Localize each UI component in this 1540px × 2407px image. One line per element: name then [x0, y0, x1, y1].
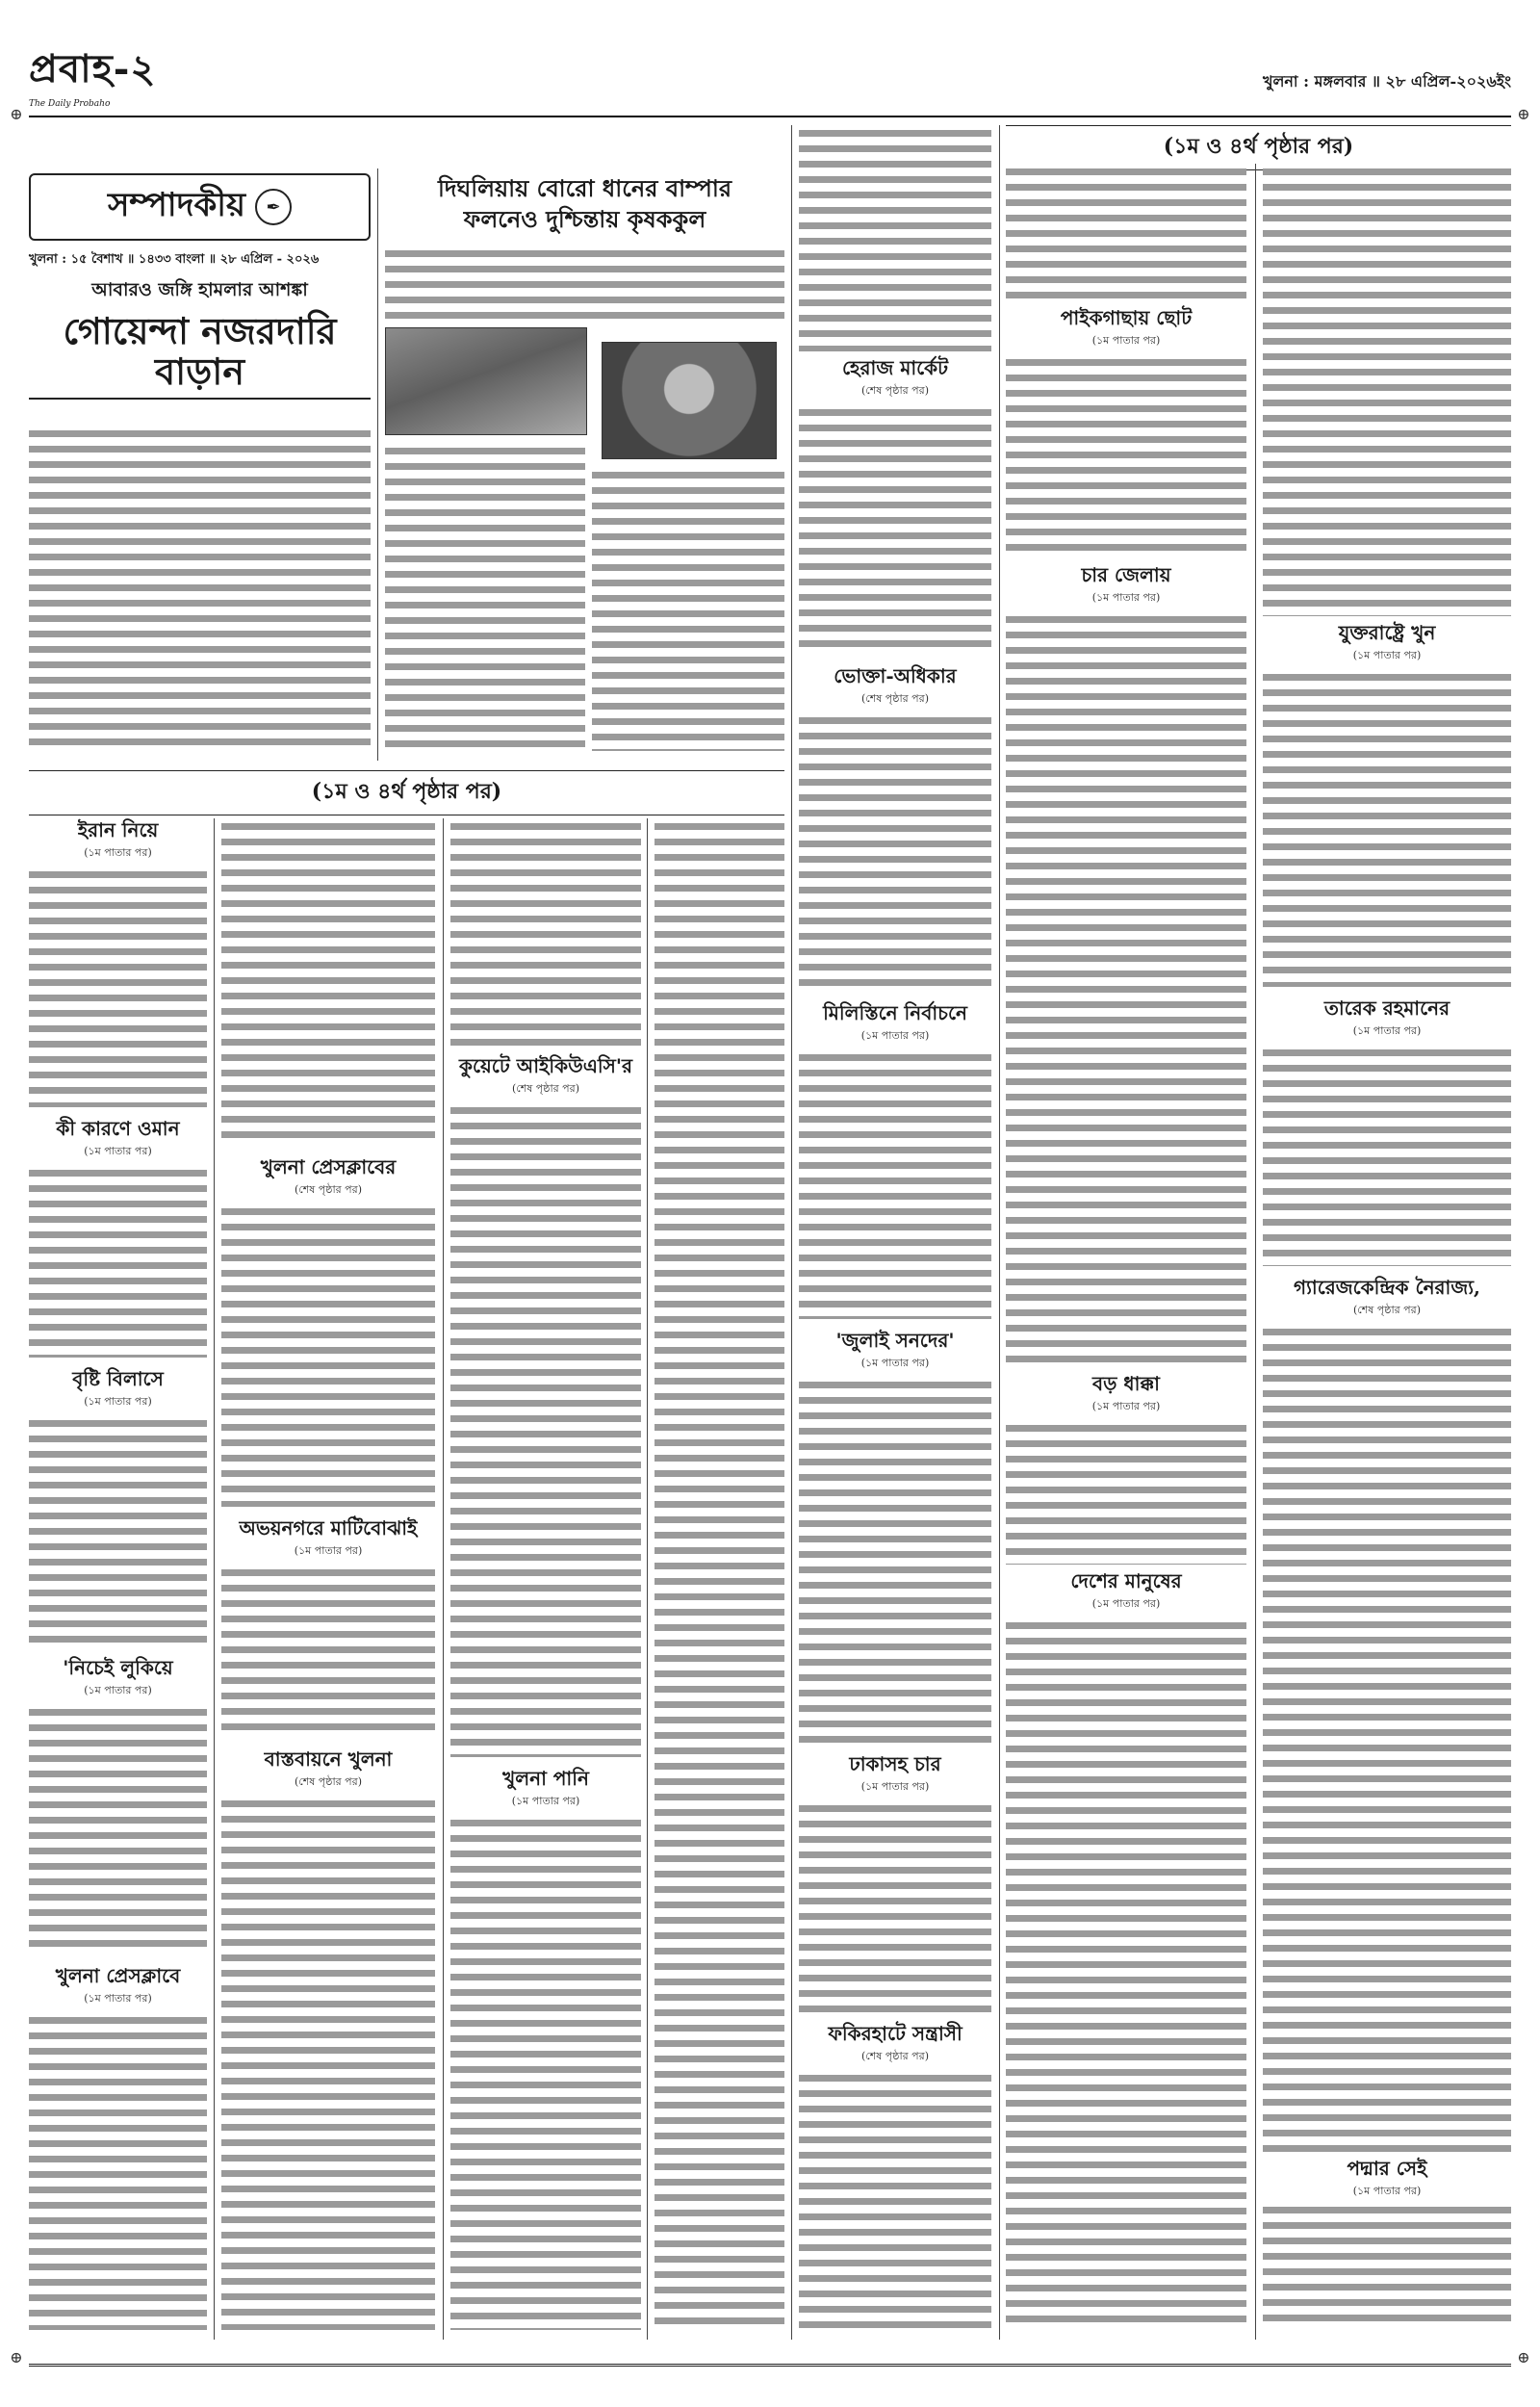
story-body — [450, 1815, 641, 2330]
masthead — [29, 29, 1511, 112]
story-title: পাইকগাছায় ছোট — [1060, 306, 1193, 329]
masthead-rule — [29, 116, 1511, 117]
story-title: তারেক রহমানের — [1323, 996, 1450, 1020]
story-continued-note: (১ম পাতার পর) — [860, 1780, 930, 1793]
story-body — [29, 1165, 207, 1358]
story-heading — [29, 1117, 207, 1161]
continued-banner: (১ম ও ৪র্থ পৃষ্ঠার পর) — [1006, 125, 1511, 170]
story-title: ফকিরহাটে সন্ত্রাসী — [828, 2022, 962, 2045]
story-continued-note: (১ম পাতার পর) — [84, 1992, 152, 2005]
registration-mark-icon: ⊕ — [1517, 105, 1530, 123]
story-heading — [221, 1747, 435, 1792]
lead-story — [385, 173, 784, 756]
story-title: চার জেলায় — [1081, 563, 1171, 586]
story-body — [29, 2012, 207, 2330]
lead-headline-line: ফলনেও দুশ্চিন্তায় কৃষককুল — [463, 205, 706, 234]
story-body — [1006, 354, 1246, 556]
story-continued-note: (১ম পাতার পর) — [84, 1395, 152, 1408]
story-continued-note: (শেষ পৃষ্ঠার পর) — [511, 1082, 579, 1095]
story-heading — [799, 1329, 991, 1373]
lead-body — [385, 443, 585, 751]
story-body — [450, 818, 641, 1049]
story-body — [1006, 164, 1246, 298]
story-body — [799, 712, 991, 992]
story-heading — [1263, 2157, 1511, 2201]
story-continued-note: (শেষ পৃষ্ঠার পর) — [860, 384, 929, 397]
story-continued-note: (শেষ পৃষ্ঠার পর) — [294, 1775, 362, 1788]
story-heading — [799, 2022, 991, 2066]
editorial-date: খুলনা : ১৫ বৈশাখ ॥ ১৪৩৩ বাংলা ॥ ২৮ এপ্রিল - ২০২৬ — [29, 252, 320, 267]
story-continued-note: (১ম পাতার পর) — [294, 1544, 363, 1557]
story-body — [29, 867, 207, 1107]
story-continued-note: (১ম পাতার পর) — [860, 1029, 930, 1042]
story-heading — [221, 1155, 435, 1200]
story-body — [221, 1565, 435, 1738]
story-continued-note: (১ম পাতার পর) — [860, 1357, 930, 1369]
story-heading — [1263, 1276, 1511, 1320]
column-rule — [443, 818, 444, 2340]
story-heading — [799, 356, 991, 401]
editorial-kicker: আবারও জঙ্গি হামলার আশঙ্কা — [91, 279, 308, 300]
lead-headline — [385, 173, 784, 236]
story-body — [221, 1796, 435, 2330]
story-body — [1006, 611, 1246, 1362]
story-continued-note: (১ম পাতার পর) — [84, 846, 152, 859]
story-body — [799, 125, 991, 351]
lead-headline-line: দিঘলিয়ায় বোরো ধানের বাম্পার — [437, 174, 732, 202]
story-title: খুলনা প্রেসক্লাবের — [260, 1155, 397, 1178]
story-body — [221, 818, 435, 1146]
story-title: বাস্তবায়নে খুলনা — [264, 1747, 393, 1771]
story-body — [221, 1204, 435, 1507]
paddy-field-photo — [385, 327, 587, 435]
story-heading — [29, 818, 207, 863]
story-continued-note: (১ম পাতার পর) — [511, 1795, 580, 1807]
column-rule — [999, 125, 1000, 2340]
story-heading — [221, 1516, 435, 1561]
story-body — [799, 1800, 991, 2012]
registration-mark-icon: ⊕ — [1517, 2348, 1530, 2367]
story-title: ভোক্তা-অধিকার — [834, 664, 957, 687]
story-title: 'নিচেই লুকিয়ে — [63, 1656, 173, 1679]
story-body — [1263, 164, 1511, 616]
page-dateline: খুলনা : মঙ্গলবার ॥ ২৮ এপ্রিল-২০২৬ইং — [1262, 72, 1511, 91]
story-continued-note: (শেষ পৃষ্ঠার পর) — [294, 1183, 362, 1196]
story-continued-note: (১ম পাতার পর) — [1091, 591, 1161, 604]
story-continued-note: (১ম পাতার পর) — [1091, 1597, 1161, 1610]
story-body — [450, 1102, 641, 1757]
story-continued-note: (শেষ পৃষ্ঠার পর) — [860, 2050, 929, 2062]
story-continued-note: (১ম পাতার পর) — [84, 1684, 152, 1696]
story-title: খুলনা পানি — [502, 1767, 589, 1790]
story-continued-note: (১ম পাতার পর) — [1352, 1024, 1422, 1037]
story-continued-note: (১ম পাতার পর) — [1352, 2185, 1422, 2197]
editorial-section — [29, 173, 371, 756]
column-rule — [377, 168, 378, 761]
story-body — [799, 1377, 991, 1743]
story-body — [1263, 1045, 1511, 1266]
column-rule — [214, 818, 215, 2340]
registration-mark-icon: ⊕ — [10, 2348, 23, 2367]
story-title: অভয়নগরে মাটিবোঝাই — [239, 1516, 418, 1540]
story-heading — [1006, 1372, 1246, 1416]
story-title: যুক্তরাষ্ট্রে খুন — [1338, 621, 1436, 644]
column-rule — [791, 125, 792, 2340]
story-body — [1263, 669, 1511, 987]
editorial-banner — [29, 173, 371, 241]
story-continued-note: (শেষ পৃষ্ঠার পর) — [1352, 1304, 1421, 1316]
column-rule — [647, 818, 648, 2340]
story-title: কুয়েটে আইকিউএসি'র — [458, 1054, 632, 1077]
story-body — [29, 1704, 207, 1954]
logo-tagline: The Daily Probaho — [29, 99, 111, 109]
logo-text: প্রবাহ-২ — [29, 46, 157, 91]
story-title: হেরাজ মার্কেট — [841, 356, 949, 379]
story-body — [799, 404, 991, 655]
continued-banner: (১ম ও ৪র্থ পৃষ্ঠার পর) — [29, 770, 784, 815]
story-title: বড় ধাক্কা — [1092, 1372, 1160, 1395]
story-continued-note: (১ম পাতার পর) — [1091, 1400, 1161, 1412]
story-heading — [1006, 1569, 1246, 1614]
story-heading — [1006, 306, 1246, 350]
editorial-title: সম্পাদকীয় — [107, 185, 246, 224]
story-title: দেশের মানুষের — [1070, 1569, 1182, 1592]
story-continued-note: (১ম পাতার পর) — [1091, 334, 1161, 347]
story-title: মিলিস্তিনে নির্বাচনে — [823, 1001, 967, 1024]
farmer-photo — [602, 342, 777, 459]
story-heading — [799, 664, 991, 709]
column-rule — [1255, 164, 1256, 2340]
story-body — [1006, 1420, 1246, 1565]
lead-body — [385, 246, 784, 323]
story-title: ইরান নিয়ে — [77, 818, 159, 841]
story-title: কী কারণে ওমান — [56, 1117, 180, 1140]
story-heading — [1263, 996, 1511, 1041]
story-heading — [450, 1054, 641, 1099]
story-title: গ্যারেজকেন্দ্রিক নৈরাজ্য, — [1293, 1276, 1480, 1299]
story-heading — [450, 1767, 641, 1811]
story-continued-note: (শেষ পৃষ্ঠার পর) — [860, 692, 929, 705]
story-heading — [29, 1656, 207, 1700]
story-title: বৃষ্টি বিলাসে — [72, 1367, 164, 1390]
story-heading — [1263, 621, 1511, 665]
page-footer-rule — [29, 2364, 1511, 2378]
story-heading — [799, 1001, 991, 1046]
story-continued-note: (১ম পাতার পর) — [84, 1145, 152, 1157]
story-title: পদ্মার সেই — [1347, 2157, 1427, 2180]
story-title: খুলনা প্রেসক্লাবে — [55, 1964, 181, 1987]
story-heading — [799, 1752, 991, 1797]
story-heading — [29, 1964, 207, 2008]
story-title: ঢাকাসহ চার — [849, 1752, 941, 1775]
editorial-headline: গোয়েন্দা নজরদারি বাড়ান — [29, 311, 371, 400]
story-heading — [1006, 563, 1246, 608]
story-title: 'জুলাই সনদের' — [835, 1329, 955, 1352]
registration-mark-icon: ⊕ — [10, 105, 23, 123]
story-body — [654, 818, 784, 2330]
story-body — [1006, 1618, 1246, 2330]
pen-nib-icon: ✒ — [255, 189, 292, 225]
story-body — [799, 2070, 991, 2330]
story-continued-note: (১ম পাতার পর) — [1352, 649, 1422, 661]
newspaper-logo — [29, 39, 156, 109]
story-heading — [29, 1367, 207, 1411]
lead-body — [592, 467, 784, 751]
story-body — [799, 1049, 991, 1319]
editorial-body — [29, 426, 371, 753]
story-body — [29, 1415, 207, 1646]
